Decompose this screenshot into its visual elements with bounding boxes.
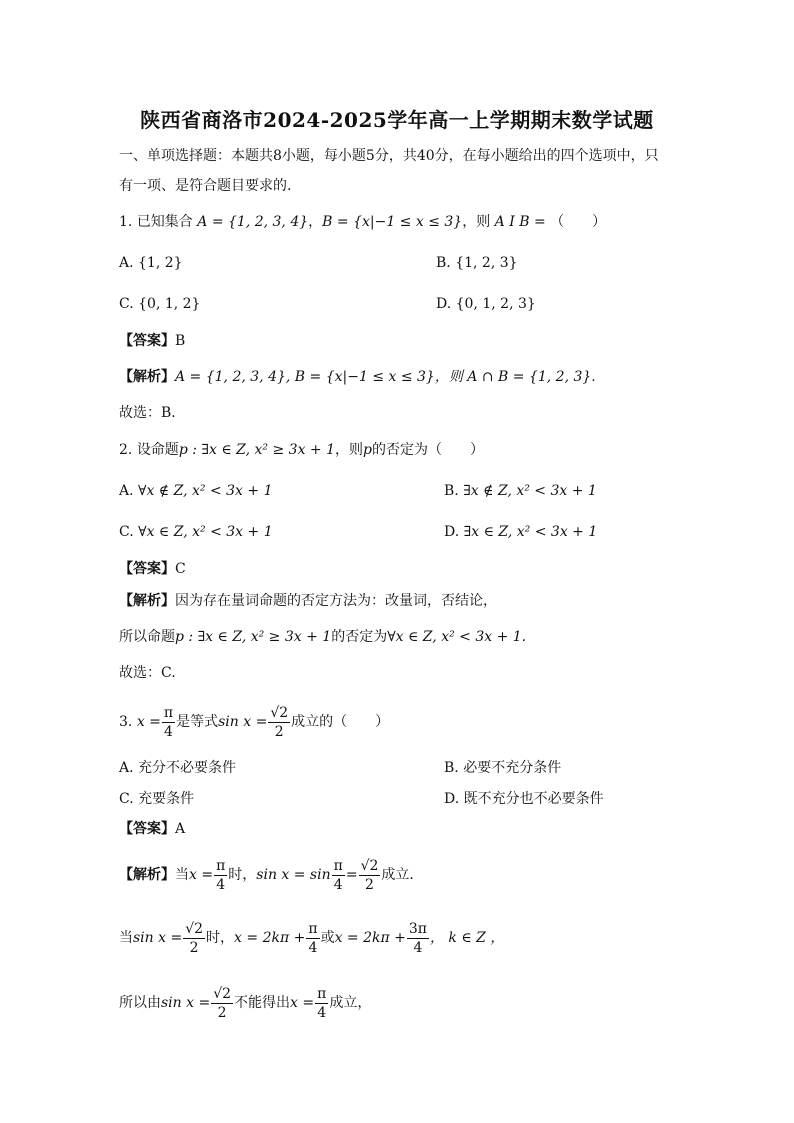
q1-stem-prefix: 已知集合 xyxy=(136,214,193,230)
q3-a3-frac2-num: π xyxy=(317,985,327,1002)
q3-option-d-label: D. xyxy=(444,791,460,807)
q1-choose: 故选：B. xyxy=(119,405,176,421)
q3-a3-prefix: 所以由 xyxy=(119,995,161,1011)
q3-a1-prefix: 当 xyxy=(175,867,189,883)
q2-option-c-text: ∀x ∈ Z, x² < 3x + 1 xyxy=(138,524,273,540)
q1-option-c-label: C. xyxy=(119,296,134,312)
q1-option-b xyxy=(436,253,518,273)
q3-x-eq: x = xyxy=(136,714,161,730)
q3-frac-num: π xyxy=(163,704,174,721)
q1-set-a: A = {1, 2, 3, 4} xyxy=(197,214,309,230)
q3-analysis-1 xyxy=(119,855,679,895)
q1-option-d-text: {0, 1, 2, 3} xyxy=(455,296,536,312)
q3-analysis-tag: 【解析】 xyxy=(119,867,175,883)
q3-option-a xyxy=(119,758,236,778)
q2-answer xyxy=(119,559,679,579)
q2-option-a-label: A. xyxy=(119,483,134,499)
q1-expr: A I B xyxy=(494,214,530,230)
q2-analysis2-neg: ∀x ∈ Z, x² < 3x + 1. xyxy=(387,629,527,645)
q3-option-b-text: 必要不充分条件 xyxy=(463,760,562,776)
q3-a2-frac2-num: π xyxy=(308,920,318,937)
q1-option-b-text: {1, 2, 3} xyxy=(455,255,518,271)
q2-analysis-text: 因为存在量词命题的否定方法为：改量词，否结论， xyxy=(175,593,497,609)
q3-a2-sinx-eq: sin x = xyxy=(133,930,183,946)
q1-option-d xyxy=(436,294,536,314)
q2-choose: 故选：C. xyxy=(119,665,176,681)
q3-frac2-num: √2 xyxy=(270,704,289,721)
q3-option-c-text: 充要条件 xyxy=(138,791,195,807)
q1-option-a-text: {1, 2} xyxy=(138,255,183,271)
q3-a3-frac-num: √2 xyxy=(213,985,232,1002)
q2-stem-mid: ，则 xyxy=(335,442,364,458)
q2-analysis2-prefix: 所以命题 xyxy=(119,629,175,645)
q3-a1-suffix: 成立. xyxy=(381,867,414,883)
q3-answer-value: A xyxy=(175,821,186,837)
q2-analysis xyxy=(119,591,679,611)
q3-a3-frac2-den: 4 xyxy=(317,1004,327,1021)
q2-stem-prefix: 设命题 xyxy=(136,442,179,458)
q3-option-d-text: 既不充分也不必要条件 xyxy=(463,791,604,807)
q2-option-d-text: ∃x ∈ Z, x² < 3x + 1 xyxy=(463,524,598,540)
q2-number: 2. xyxy=(119,442,133,458)
q3-a1-x-eq: x = xyxy=(189,867,214,883)
q1-option-b-label: B. xyxy=(436,255,451,271)
q3-analysis-2 xyxy=(119,918,679,958)
q3-a1-eq: = xyxy=(345,867,358,883)
q2-option-a-text: ∀x ∉ Z, x² < 3x + 1 xyxy=(138,483,273,499)
q1-stem: 1. 已知集合 A = {1, 2, 3, 4}，B = {x|−1 ≤ x ≤ 3}，则 A I B = （ ） xyxy=(119,214,607,230)
q3-a1-frac3-den: 2 xyxy=(365,876,374,893)
q2-option-b-text: ∃x ∉ Z, x² < 3x + 1 xyxy=(463,483,597,499)
q2-stem xyxy=(119,440,679,460)
q3-a3-mid: 不能得出 xyxy=(234,995,291,1011)
q2-answer-value: C xyxy=(175,561,186,577)
q2-analysis-2 xyxy=(119,627,679,647)
q3-frac-pi-4 xyxy=(162,704,175,741)
q3-a2-frac3-den: 4 xyxy=(413,939,423,956)
q3-a2-x2: x = 2kπ + xyxy=(334,930,406,946)
q3-mid1: 是等式 xyxy=(176,714,219,730)
q3-a1-frac-sqrt2 xyxy=(359,857,381,894)
q3-option-d xyxy=(444,789,604,809)
q3-a1-frac-num: π xyxy=(216,857,226,874)
q3-option-c-label: C. xyxy=(119,791,134,807)
q3-a2-frac-3pi-4 xyxy=(407,920,429,957)
q2-answer-tag: 【答案】 xyxy=(119,561,175,577)
q3-frac2-den: 2 xyxy=(274,723,284,740)
q3-option-b-label: B. xyxy=(444,760,459,776)
q1-number: 1. xyxy=(119,214,133,230)
q1-answer-tag: 【答案】 xyxy=(119,333,175,349)
section-intro-line2: 有一项、是符合题目要求的. xyxy=(119,178,292,194)
q3-a1-sin: sin x = sin xyxy=(256,867,331,883)
q3-answer xyxy=(119,819,679,839)
q1-option-c xyxy=(119,294,200,314)
q2-proposition: p : ∃x ∈ Z, x² ≥ 3x + 1 xyxy=(178,442,336,458)
q2-analysis2-prop: p : ∃x ∈ Z, x² ≥ 3x + 1 xyxy=(175,629,332,645)
q1-analysis-text: A = {1, 2, 3, 4}, B = {x|−1 ≤ x ≤ 3}，则 A ∩ B = {1, 2, 3}. xyxy=(175,369,596,385)
q1-answer xyxy=(119,331,679,351)
q3-a1-frac-pi-4 xyxy=(214,857,227,894)
q3-a1-frac2-den: 4 xyxy=(333,876,343,893)
q2-option-c-label: C. xyxy=(119,524,134,540)
q3-a3-x-eq: x = xyxy=(290,995,315,1011)
q3-frac-sqrt2-2 xyxy=(268,704,290,741)
q2-analysis-tag: 【解析】 xyxy=(119,593,175,609)
q3-a1-frac3-num: √2 xyxy=(360,857,379,874)
q3-a2-frac2-den: 4 xyxy=(308,939,318,956)
q3-answer-tag: 【答案】 xyxy=(119,821,175,837)
q2-option-c xyxy=(119,522,273,542)
q3-a2-frac-pi-4 xyxy=(306,920,319,957)
q3-option-a-label: A. xyxy=(119,760,134,776)
q1-stem-suffix: = （ ） xyxy=(533,214,607,230)
q2-p: p xyxy=(363,442,372,458)
q3-a3-suffix: 成立， xyxy=(329,995,372,1011)
q1-option-a-label: A. xyxy=(119,255,134,271)
q1-option-d-label: D. xyxy=(436,296,452,312)
q3-a2-k: ， k ∈ Z ， xyxy=(429,930,505,946)
q3-stem xyxy=(119,702,679,742)
q2-stem-suffix: 的否定为（ ） xyxy=(371,442,484,458)
q3-a3-frac-sqrt2 xyxy=(211,985,233,1022)
q3-a2-mid: 时， xyxy=(206,930,235,946)
q2-option-b xyxy=(444,481,597,501)
q3-option-b xyxy=(444,758,561,778)
q2-option-a xyxy=(119,481,273,501)
q2-analysis2-mid: 的否定为 xyxy=(331,629,388,645)
q3-a2-prefix: 当 xyxy=(119,930,133,946)
q3-option-c xyxy=(119,789,194,809)
q3-a1-frac2-num: π xyxy=(333,857,343,874)
q3-a2-frac3-num: 3π xyxy=(408,920,427,937)
q1-analysis-tag: 【解析】 xyxy=(119,369,175,385)
q3-number: 3. xyxy=(119,714,133,730)
q3-a2-frac-sqrt2 xyxy=(183,920,205,957)
q3-analysis-3 xyxy=(119,983,679,1023)
q1-answer-value: B xyxy=(175,333,186,349)
page-title: 陕西省商洛市2024-2025学年高一上学期期末数学试题 xyxy=(140,108,654,132)
q3-a3-frac-den: 2 xyxy=(217,1004,227,1021)
q3-sinx-eq: sin x = xyxy=(218,714,268,730)
q2-option-d-label: D. xyxy=(444,524,460,540)
q3-a2-or: 或 xyxy=(320,930,335,946)
q3-a3-sinx-eq: sin x = xyxy=(161,995,211,1011)
q1-stem-mid: ，则 xyxy=(462,214,491,230)
q1-option-a xyxy=(119,253,183,273)
q1-analysis xyxy=(119,367,679,387)
q3-a2-x1: x = 2kπ + xyxy=(234,930,306,946)
q3-a1-frac-pi-4b xyxy=(332,857,345,894)
q3-stem-suffix: 成立的（ ） xyxy=(291,714,390,730)
q1-option-c-text: {0, 1, 2} xyxy=(138,296,201,312)
section-intro-line1: 一、单项选择题：本题共8小题，每小题5分，共40分，在每小题给出的四个选项中，只 xyxy=(119,148,659,164)
q3-a1-mid: 时， xyxy=(228,867,257,883)
q2-option-d xyxy=(444,522,597,542)
q2-option-b-label: B. xyxy=(444,483,459,499)
q3-frac-den: 4 xyxy=(164,723,173,740)
q3-option-a-text: 充分不必要条件 xyxy=(138,760,237,776)
q3-a3-frac-pi-4 xyxy=(315,985,328,1022)
q3-a2-frac-num: √2 xyxy=(185,920,204,937)
q1-set-b: B = {x|−1 ≤ x ≤ 3} xyxy=(322,214,463,230)
q3-a2-frac-den: 2 xyxy=(189,939,199,956)
q3-a1-frac-den: 4 xyxy=(216,876,226,893)
